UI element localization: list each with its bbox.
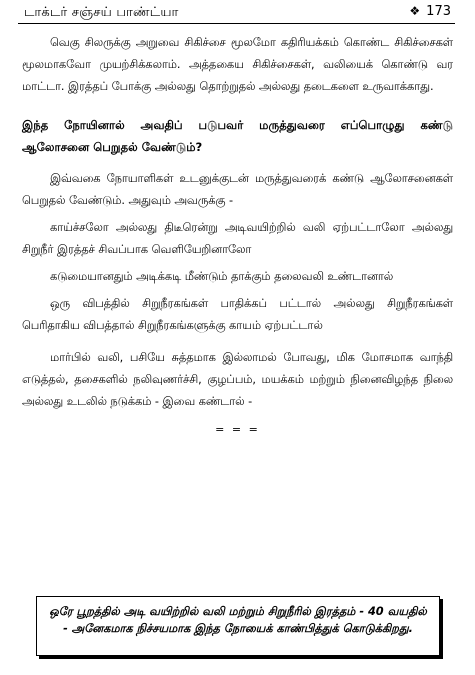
paragraph-treatment: வெகு சிலருக்கு அறுவை சிகிச்சை மூலமோ கதிரியக்கம் கொண்ட சிகிச்சைகள் மூலமாகவோ முயற்சிக்கலாம். அத்தகைய சிகிச்சைகள், வலியைக் கொண்டு வர மாட்டா. இரத்தப் போக்கு அல்லது தொற்றுதல் அல்லது தடைகளை உருவாக்காது. [22,36,453,93]
paragraph-consult: இவ்வகை நோயாளிகள் உடனுக்குடன் மருத்துவரைக் கண்டு ஆலோசனைகள் பெறுதல் வேண்டும். அதுவும் அவருக்கு - [22,172,453,207]
page-number: 173 [426,4,451,19]
highlight-box [36,596,440,656]
paragraph-accident: ஒரு விபத்தில் சிறுநீரகங்கள் பாதிக்கப் பட்டால் அல்லது சிறுநீரகங்கள் பெரிதாகிய விபத்தால் சிறுநீரகங்களுக்கு காயம் ஏற்பட்டால் [22,297,453,332]
paragraph-fever: காய்ச்சலோ அல்லது திடீரென்று அடிவயிற்றில் வலி ஏற்பட்டாலோ அல்லது சிறுநீர் இரத்தச் சிவப்பாக வெளியேறினாலோ [22,221,453,256]
running-title: டாக்டர் சஞ்சய் பாண்ட்யா [24,5,179,20]
section-heading: இந்த நோயினால் அவதிப் படுபவர் மருத்துவரை எப்பொழுது கண்டு ஆலோசனை பெறுதல் வேண்டும்? [22,118,453,154]
page-header [18,2,455,24]
page-number-block [409,4,451,19]
highlight-text: ஒரே பூறத்தில் அடி வயிற்றில் வலி மற்றும் சிறுநீரில் இரத்தம் - 40 வயதில் - அனேகமாக நிச்சயமாக இந்த நோயைக் காண்பித்துக் கொடுக்கிறது. [49,605,427,635]
diamond-icon: ❖ [409,4,421,18]
paragraph-symptoms: மார்பில் வலி, பசியே சுத்தமாக இல்லாமல் போவது, மிக மோசமாக வாந்தி எடுத்தல், தசைகளில் நலிவுணர்ச்சி, குழப்பம், மயக்கம் மற்றும் நினைவிழந்த நிலை அல்லது உடலில் நடுக்கம் - இவை கண்டால் - [22,351,453,408]
section-separator: = = = [215,423,260,436]
page-body [22,32,453,436]
paragraph-headache: கடுமையானதும் அடிக்கடி மீண்டும் தாக்கும் தலைவலி உண்டானால் [50,270,394,283]
